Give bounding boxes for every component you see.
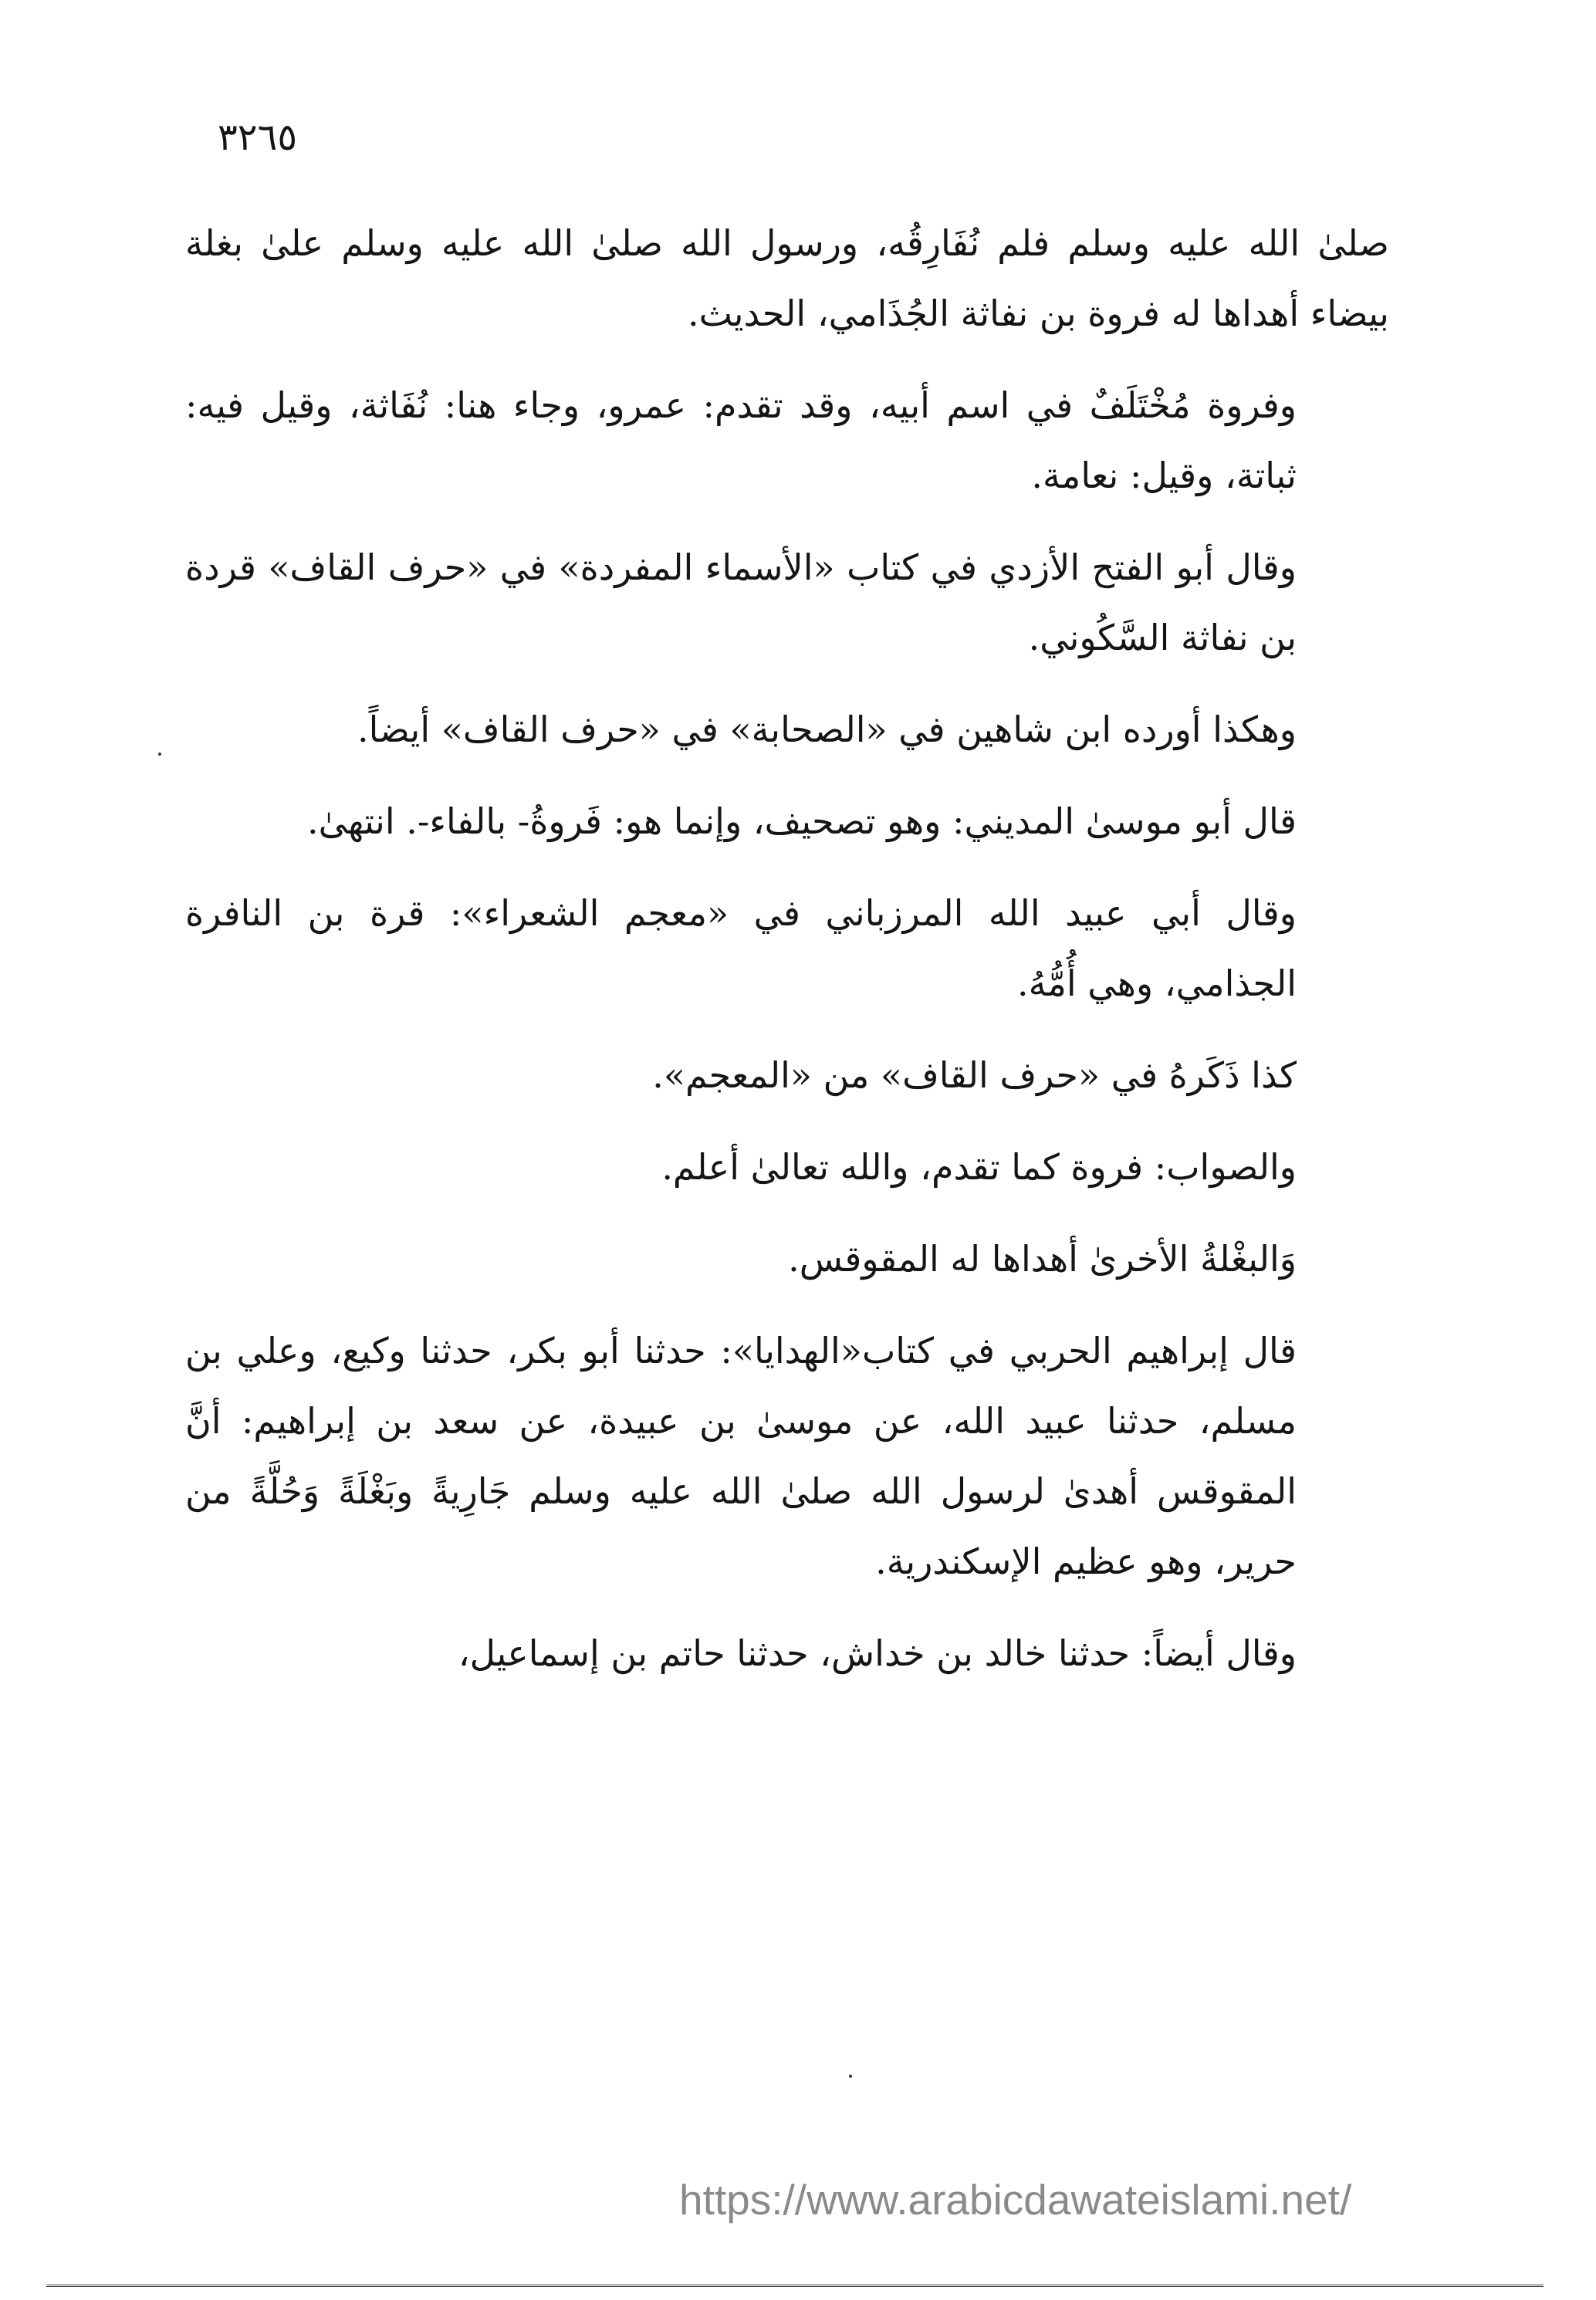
paragraph-1: صلىٰ الله عليه وسلم فلم نُفَارِقُه، ورسول الله صلىٰ الله عليه وسلم علىٰ بغلة بيضاء أهداها له فروة بن نفاثة الجُذَامي، الحديث. [185, 222, 1389, 334]
paragraph-8: والصواب: فروة كما تقدم، والله تعالىٰ أعلم. [661, 1146, 1297, 1188]
paragraph-11: وقال أيضاً: حدثنا خالد بن خداش، حدثنا حاتم بن إسماعيل، [458, 1632, 1297, 1674]
text-body [185, 208, 1389, 1710]
paragraph-5: قال أبو موسىٰ المديني: وهو تصحيف، وإنما هو: فَروةُ- بالفاء-. انتهىٰ. [306, 800, 1297, 842]
paragraph-9: وَالبغْلةُ الأخرىٰ أهداها له المقوقس. [788, 1238, 1297, 1280]
paragraph-10: قال إبراهيم الحربي في كتاب«الهدايا»: حدثنا أبو بكر، حدثنا وكيع، وعلي بن مسلم، حدثنا عبيد الله، عن موسىٰ بن عبيدة، عن سعد بن إبراهيم: أنَّ المقوقس أهدىٰ لرسول الله صلىٰ الله عليه وسلم جَارِيةً وبَغْلَةً وَحُلَّةً من حرير، وهو عظيم الإسكندرية. [185, 1330, 1297, 1582]
paragraph-4: وهكذا أورده ابن شاهين في «الصحابة» في «حرف القاف» أيضاً. [357, 709, 1297, 750]
stray-mark [849, 2075, 852, 2078]
stray-mark [158, 753, 161, 756]
bottom-rule [46, 2285, 1544, 2287]
paragraph-3: وقال أبو الفتح الأزدي في كتاب «الأسماء المفردة» في «حرف القاف» قردة بن نفاثة السَّكُوني. [185, 546, 1297, 658]
page-number: ٣٢٦٥ [218, 116, 298, 159]
paragraph-7: كذا ذَكَرهُ في «حرف القاف» من «المعجم». [652, 1054, 1297, 1096]
watermark-url: https://www.arabicdawateislami.net/ [679, 2176, 1352, 2224]
paragraph-2: وفروة مُخْتَلَفٌ في اسم أبيه، وقد تقدم: عمرو، وجاء هنا: نُفَاثة، وقيل فيه: ثباتة، وقيل: نعامة. [185, 384, 1297, 496]
paragraph-6: وقال أبي عبيد الله المرزباني في «معجم الشعراء»: قرة بن النافرة الجذامي، وهي أُمُّهُ. [185, 892, 1297, 1004]
